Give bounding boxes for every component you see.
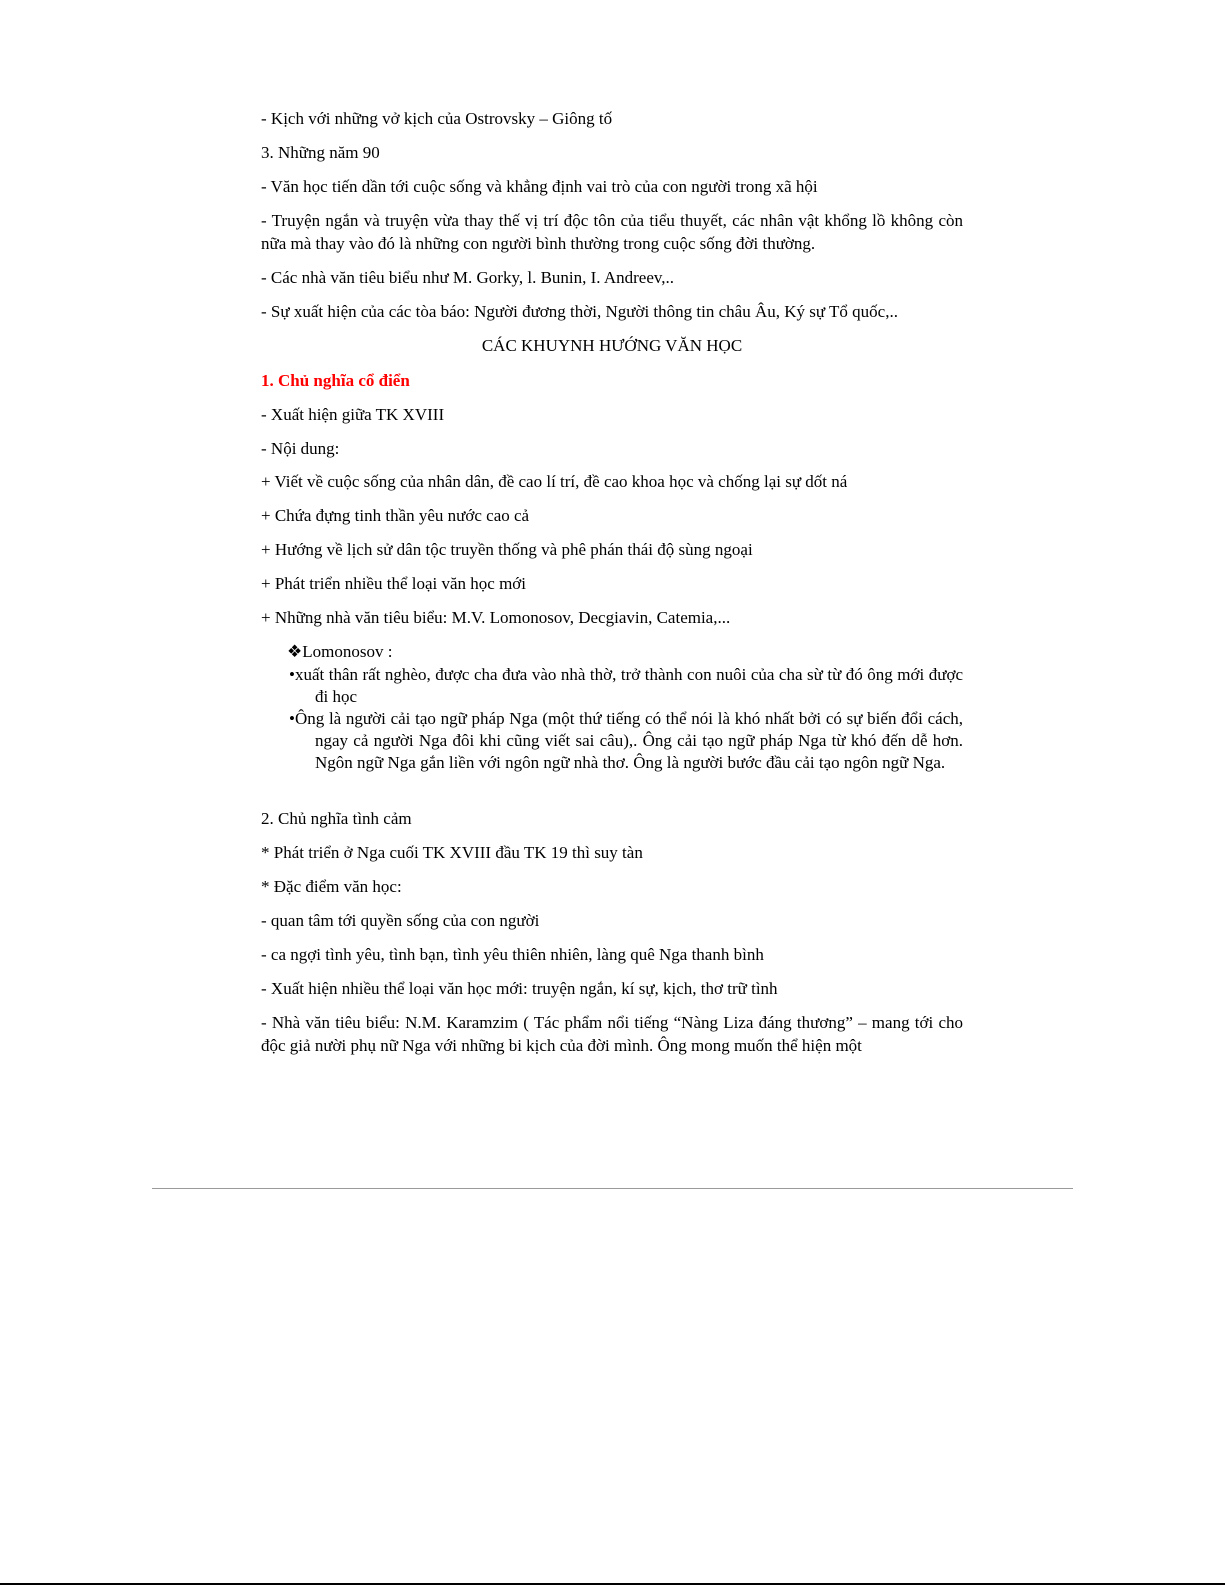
page-divider (152, 1188, 1073, 1189)
text-line-xuat-hien-giua: - Xuất hiện giữa TK XVIII (261, 405, 445, 424)
heading-chu-nghia-co-dien: 1. Chủ nghĩa cổ điển (261, 371, 410, 390)
bullet-text-xuat-than: •xuất thân rất nghèo, được cha đưa vào nhà thờ, trở thành con nuôi của cha sừ từ đó ông mới được đi học (289, 665, 963, 706)
text-line-huong-ve: + Hướng về lịch sử dân tộc truyền thống và phê phán thái độ sùng ngoại (261, 540, 753, 559)
text-line-noi-dung: - Nội dung: (261, 439, 340, 458)
diamond-item-lomonosov: ❖Lomonosov : (287, 642, 393, 661)
bullet-item-cai-tao (287, 708, 963, 774)
text-line-kich: - Kịch với những vở kịch của Ostrovsky – Giông tố (261, 109, 613, 128)
text-line-xuat-hien-nhieu: - Xuất hiện nhiều thể loại văn học mới: truyện ngắn, kí sự, kịch, thơ trữ tình (261, 979, 778, 998)
paragraph-truyen-ngan: - Truyện ngắn và truyện vừa thay thế vị trí độc tôn của tiểu thuyết, các nhân vật khổng lồ không còn nữa mà thay vào đó là những con người bình thường trong cuộc sống đời thường. (261, 211, 963, 253)
heading-chu-nghia-tinh-cam: 2. Chủ nghĩa tình cảm (261, 809, 412, 828)
text-line-phat-trien: + Phát triển nhiều thể loại văn học mới (261, 574, 527, 593)
section-title: CÁC KHUYNH HƯỚNG VĂN HỌC (481, 336, 743, 355)
text-line-su-xuat-hien: - Sự xuất hiện của các tòa báo: Người đương thời, Người thông tin châu Âu, Ký sự Tổ quốc,.. (261, 302, 898, 321)
paragraph-nha-van-tieu-bieu: - Nhà văn tiêu biểu: N.M. Karamzim ( Tác phẩm nổi tiếng “Nàng Liza đáng thương” – mang tới cho độc giả nười phụ nữ Nga với những bi kịch của đời mình. Ông mong muốn thể hiện một (261, 1013, 963, 1055)
text-line-ca-ngoi: - ca ngợi tình yêu, tình bạn, tình yêu thiên nhiên, làng quê Nga thanh bình (261, 945, 764, 964)
bullet-text-cai-tao: •Ông là người cải tạo ngữ pháp Nga (một thứ tiếng có thể nói là khó nhất bởi có sự biến đổi cách, ngay cả người Nga đôi khi cũng viết sai câu),. Ông cải tạo ngữ pháp Nga từ khó đến dễ hơn. Ngôn ngữ Nga gắn liền với ngôn ngữ nhà thơ. Ông là người bước đầu cải tạo ngôn ngữ Nga. (289, 709, 963, 772)
text-line-chua-dung: + Chứa đựng tinh thần yêu nước cao cả (261, 506, 530, 525)
text-line-cac-nha-van: - Các nhà văn tiêu biểu như M. Gorky, l. Bunin, I. Andreev,.. (261, 268, 675, 287)
text-line-dac-diem: * Đặc điểm văn học: (261, 877, 402, 896)
text-line-nhung-nam-90: 3. Những năm 90 (261, 143, 380, 162)
text-line-phat-trien-o-nga: * Phát triển ở Nga cuối TK XVIII đầu TK 19 thì suy tàn (261, 843, 643, 862)
bullet-item-xuat-than (287, 664, 963, 708)
text-line-viet-ve: + Viết về cuộc sống của nhân dân, đề cao lí trí, đề cao khoa học và chống lại sự dốt ná (261, 472, 848, 491)
text-line-van-hoc-tien-dan: - Văn học tiến dần tới cuộc sống và khẳng định vai trò của con người trong xã hội (261, 177, 818, 196)
text-line-quan-tam: - quan tâm tới quyền sống của con người (261, 911, 540, 930)
text-line-nhung-nha-van: + Những nhà văn tiêu biểu: M.V. Lomonosov, Decgiavin, Catemia,... (261, 608, 731, 627)
